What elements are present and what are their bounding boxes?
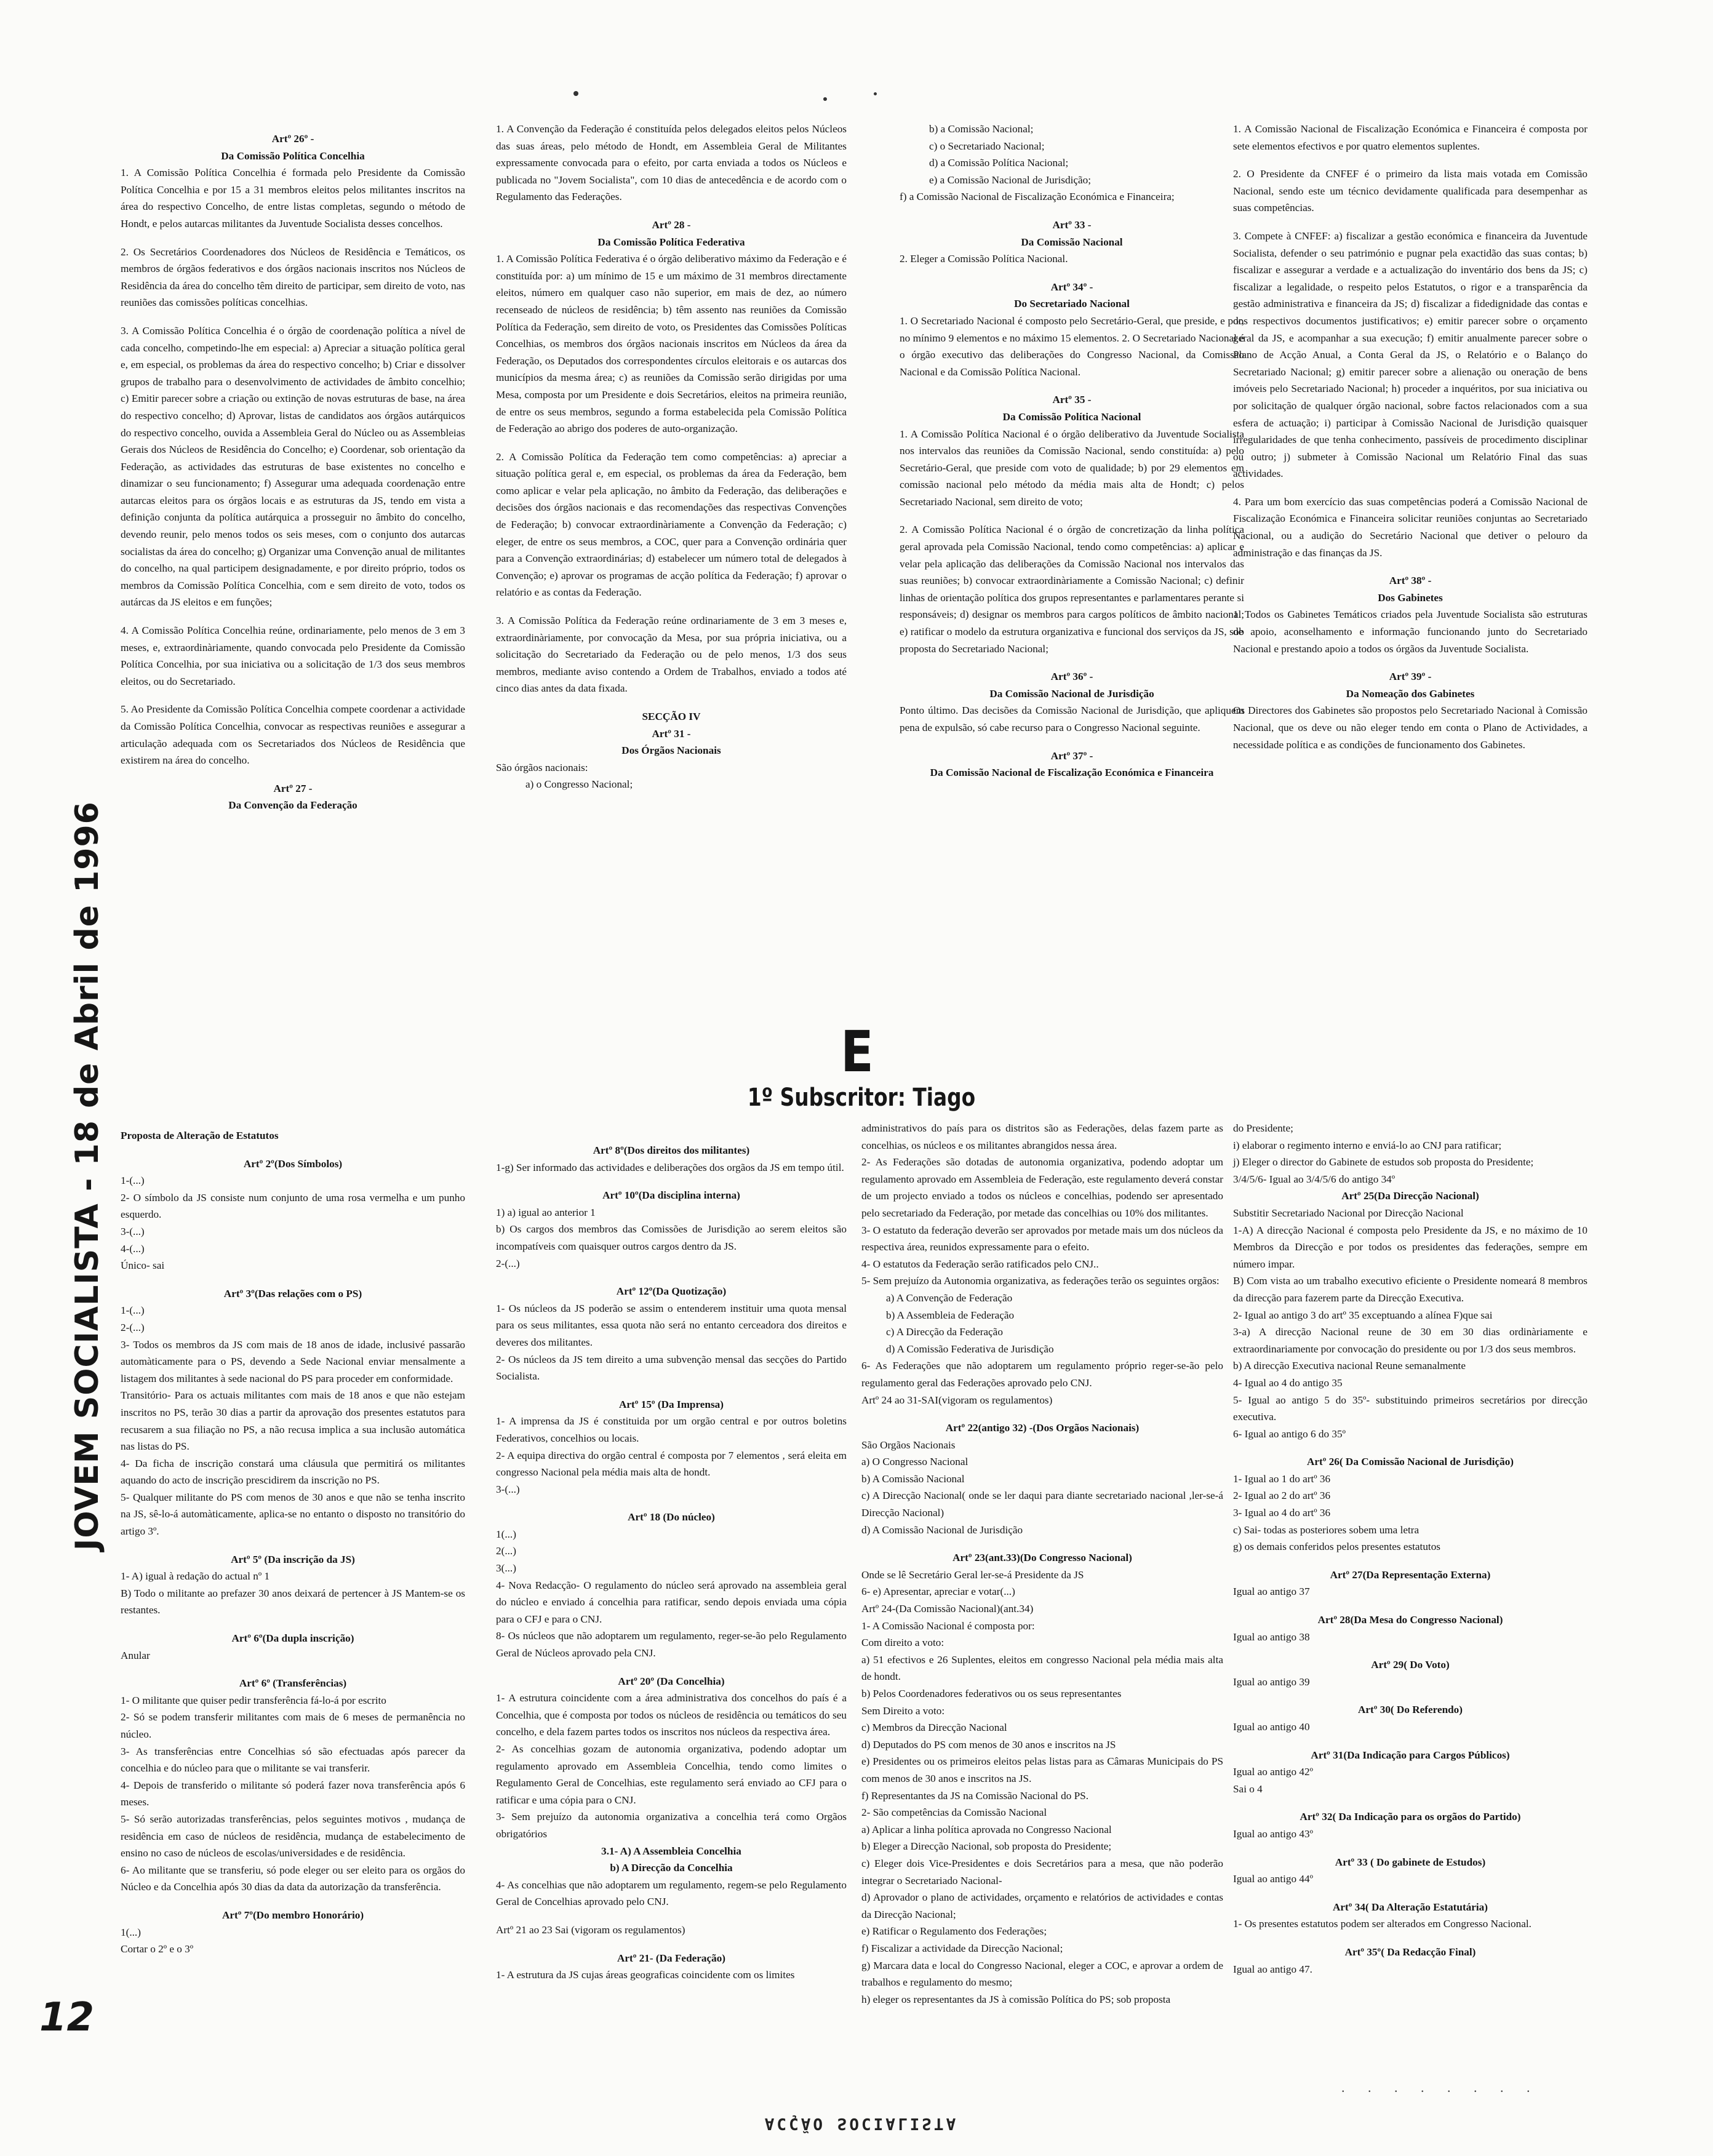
text-line: 4- Igual ao 4 do antigo 35	[1233, 1376, 1343, 1389]
article-heading: Artº 36º -	[1050, 671, 1093, 683]
article-heading: Artº 30( Do Referendo)	[1357, 1704, 1463, 1716]
paragraph: 4. A Comissão Política Concelhia reúne, ordinariamente, pelo menos de 3 em 3 meses, e, extraordinàriamente, quando convocada pelo Presidente da Comissão Política Concelhia, por sua iniciativa ou a solicitação de 1/3 dos seus membros eleitos, ou do Secretariado.	[121, 625, 465, 687]
text-line: a) 51 efectivos e 26 Suplentes, eleitos em congresso Nacional pela média mais alta de hondt.	[861, 1653, 1223, 1683]
paragraph: 8- Os núcleos que não adoptarem um regulamento, reger-se-ão pelo Regulamento Geral de Núcleos aprovado pela CNJ.	[496, 1630, 847, 1659]
article-heading: Artº 37º -	[1050, 749, 1093, 762]
paragraph: B) Todo o militante ao prefazer 30 anos deixará de pertencer à JS Mantem-se os restantes.	[121, 1587, 465, 1616]
list-item: d) A Comissão Federativa de Jurisdição	[886, 1343, 1054, 1355]
page-number: 12	[39, 1995, 95, 2040]
paragraph: f) a Comissão Nacional de Fiscalização Económica e Financeira;	[900, 191, 1175, 203]
text-line: 1-(...)	[121, 1175, 145, 1187]
text-line: c) Sai- todas as posteriores sobem uma letra	[1233, 1523, 1420, 1536]
paragraph: Único- sai	[121, 1260, 165, 1272]
text-line: 4- O estatutos da Federação serão ratificados pelo CNJ..	[861, 1258, 1099, 1270]
text-line: 4- Da ficha de inscrição constará uma cláusula que permitirá os militantes aquando do acto de inscrição prescidirem da inscrição no PS.	[121, 1457, 465, 1487]
bottom-column-1	[121, 1127, 465, 1958]
article-heading: Dos Órgãos Nacionais	[621, 745, 721, 757]
side-masthead: JOVEM SOCIALISTA - 18 de Abril de 1996	[69, 801, 106, 1551]
text-line: 3-(...)	[121, 1225, 145, 1237]
paragraph: 1. A Convenção da Federação é constituída pelos delegados eleitos pelos Núcleos das suas áreas, pelo método de Hondt, em Assembleia Geral de Militantes expressamente convocada para o efeito, por carta enviada a todos os Núcleos e publicada no "Jovem Socialista", com 10 dias de antecedência e de acordo com o Regulamento das Federações.	[496, 123, 847, 203]
paragraph: 5. Ao Presidente da Comissão Política Concelhia compete coordenar a actividade da Comissão Política Concelhia, convocar as respectivas reuniões e assegurar a articulação adequada com os Secretariados dos Núcleos de Residência que existirem na área do concelho.	[121, 703, 465, 767]
text-line: f) Fiscalizar a actividade da Direcção Nacional;	[861, 1942, 1063, 1954]
article-heading: Artº 28(Da Mesa do Congresso Nacional)	[1317, 1614, 1503, 1626]
text-line: b) A Comissão Nacional	[861, 1472, 965, 1485]
bottom-column-2	[496, 1142, 847, 1984]
paragraph: 5- Qualquer militante do PS com menos de 30 anos e que não se tenha inscrito na JS, sê-lo-á automàticamente, aplica-se no entanto o disposto no transitório do artigo 3º.	[121, 1491, 465, 1538]
text-line: b) A direcção Executiva nacional Reune semanalmente	[1233, 1360, 1466, 1372]
paragraph: 1. Todos os Gabinetes Temáticos criados pela Juventude Socialista são estruturas de apoio, aconselhamento e informação funcionando junto do Secretariado Nacional e prestando apoio a todos os órgãos da Juventude Socialista.	[1233, 609, 1587, 655]
article-heading: Artº 15º (Da Imprensa)	[619, 1398, 724, 1410]
paragraph: d) A Comissão Nacional de Jurisdição	[861, 1523, 1023, 1536]
article-heading: Da Convenção da Federação	[228, 799, 357, 812]
paragraph: 1. O Secretariado Nacional é composto pelo Secretário-Geral, que preside, e por, no mínimo 9 elementos e no máximo 15 elementos. 2. O Secretariado Nacional é o órgão executivo das deliberações do Congresso Nacional, da Comissão Nacional e da Comissão Política Nacional.	[900, 314, 1244, 378]
text-line: 3/4/5/6- Igual ao 3/4/5/6 do antigo 34º	[1233, 1173, 1396, 1185]
list-item: a) o Congresso Nacional;	[525, 778, 633, 791]
article-heading: Artº 10º(Da disciplina interna)	[602, 1189, 740, 1202]
text-line: 1- Os núcleos da JS poderão se assim o entenderem instituir uma quota mensal para os seus militantes, essa quota não será no entanto cerceadora dos direitos e deveres dos militantes.	[496, 1302, 847, 1348]
article-heading: Artº 31 -	[652, 727, 691, 740]
article-heading: Artº 3º(Das relações com o PS)	[223, 1287, 362, 1300]
article-heading: Artº 35 -	[1052, 394, 1092, 406]
article-heading: Do Secretariado Nacional	[1014, 298, 1130, 310]
article-heading: Artº 12º(Da Quotização)	[616, 1285, 727, 1298]
text-line: d) Aprovador o plano de actividades, orçamento e relatórios de actividades e contas da Direcção Nacional;	[861, 1891, 1223, 1920]
text-line: Transitório- Para os actuais militantes com mais de 18 anos e que não estejam inscritos no PS, terão 30 dias a partir da aprovação dos presentes estatutos para recusarem a sua filiação no PS, a não recusa implica a sua inclusão automática nas listas do PS.	[121, 1389, 465, 1453]
paragraph: 3-(...)	[496, 1483, 520, 1495]
article-heading: Artº 34( Da Alteração Estatutária)	[1333, 1901, 1488, 1913]
text-line: 3- As transferências entre Concelhias só são efectuadas após parecer da concelhia e do núcleo para que o militante se vai transferir.	[121, 1745, 465, 1775]
paragraph: 6- Ao militante que se transferiu, só pode eleger ou ser eleito para os orgãos do Núcleo e da Concelhia após 30 dias da data da autorização da transferência.	[121, 1864, 465, 1893]
paragraph: Os Directores dos Gabinetes são propostos pelo Secretariado Nacional à Comissão Nacional, que os deve ou não eleger tendo em conta o Plano de Actividades, a necessidade política e as condições de funcionamento dos Gabinetes.	[1233, 705, 1587, 751]
text-line: 4- Nova Redacção- O regulamento do núcleo será aprovado na assembleia geral do núcleo e enviado á concelhia para ratificar, sendo depois enviada uma cópia para o CFJ e para o CNJ.	[496, 1579, 847, 1625]
paragraph: Igual ao antigo 39	[1233, 1675, 1310, 1688]
top-column-3	[900, 121, 1244, 781]
article-heading: Artº 33 ( Do gabinete de Estudos)	[1335, 1856, 1486, 1868]
list-item: a) A Convenção de Federação	[886, 1292, 1013, 1304]
article-heading: Da Comissão Nacional de Fiscalização Económica e Financeira	[930, 767, 1214, 779]
article-heading: SECÇÃO IV	[642, 711, 701, 722]
paragraph: 1. A Comissão Nacional de Fiscalização Económica e Financeira é composta por sete elementos efectivos e por quatro elementos suplentes.	[1233, 123, 1587, 152]
top-column-2	[496, 121, 847, 793]
text-line: c) A Direcção Nacional( onde se ler daqui para diante secretariado nacional ,ler-se-á Direcção Nacional)	[861, 1490, 1223, 1519]
list-item: c) o Secretariado Nacional;	[929, 140, 1045, 152]
text-line: 4- Depois de transferido o militante só poderá fazer nova transferência após 6 meses.	[121, 1779, 465, 1808]
article-heading: Da Comissão Nacional	[1021, 236, 1123, 248]
text-line: 2-(...)	[121, 1321, 145, 1333]
paragraph: Igual ao antigo 43º	[1233, 1827, 1313, 1840]
list-item: c) A Direcção da Federação	[886, 1326, 1003, 1338]
article-heading: Da Comissão Nacional de Jurisdição	[989, 687, 1154, 700]
paragraph: 2. O Presidente da CNFEF é o primeiro da lista mais votada em Comissão Nacional, sendo este um técnico devidamente qualificada para desempenhar as suas competências.	[1233, 168, 1587, 214]
scan-speck	[823, 97, 827, 101]
text-line: 5- Só serão autorizadas transferências, pelos seguintes motivos , mudança de residência em caso de núcleos de residência, mudança de estabelecimento de ensino no caso de núcleos de escolas/universidades e de residência.	[121, 1813, 465, 1859]
text-line: 1- A estrutura coincidente com a área administrativa dos concelhos do país é a Concelhia, que é composta por todos os núcleos de residência ou temáticos do seu concelho, e dela fazem partes todos os inscritos nos núcleos da respectiva área.	[496, 1692, 847, 1738]
article-heading: Da Nomeação dos Gabinetes	[1346, 687, 1475, 700]
paragraph: 6- Igual ao antigo 6 do 35º	[1233, 1427, 1346, 1440]
text-line: 4-(...)	[121, 1242, 145, 1255]
paragraph: 1- Os presentes estatutos podem ser alterados em Congresso Nacional.	[1233, 1918, 1531, 1930]
paragraph: Sai o 4	[1233, 1783, 1263, 1795]
subscriber-heading: 1º Subscritor: Tiago	[747, 1084, 976, 1112]
paragraph: Ponto último. Das decisões da Comissão Nacional de Jurisdição, que apliquem pena de expulsão, só cabe recurso para o Congresso Nacional seguinte.	[900, 705, 1244, 733]
text-line: a) O Congresso Nacional	[861, 1456, 968, 1468]
text-line: 2- Igual ao antigo 3 do artº 35 exceptuando a alínea F)que sai	[1233, 1309, 1493, 1321]
text-line: 2- Igual ao 2 do artº 36	[1233, 1490, 1331, 1502]
article-heading: Artº 2º(Dos Símbolos)	[243, 1157, 343, 1170]
paragraph: Igual ao antigo 40	[1233, 1721, 1310, 1733]
section-letter: E	[841, 1019, 874, 1085]
list-item: b) A Assembleia de Federação	[886, 1309, 1015, 1321]
paragraph: 2. A Comissão Política Nacional é o órgão de concretização da linha política geral aprovada pela Comissão Nacional, tendo como competências: a) aplicar e velar pela aplicação das deliberações da Comissão Nacional nos intervalos das suas reuniões; b) convocar extraordinàriamente a Comissão Nacional; c) definir linhas de orientação política dos grupos representantes e parlamentares perante si responsáveis; d) designar os membros para cargos políticos de âmbito nacional; e) ratificar o modelo da estrutura organizativa e funcional dos serviços da JS, sob proposta do Secretariado Nacional;	[900, 524, 1244, 655]
article-heading: Artº 33 -	[1052, 218, 1092, 231]
text-line: g) Marcara data e local do Congresso Nacional, eleger a COC, e aprovar a ordem de trabalhos e regulamento do mesmo;	[861, 1959, 1223, 1989]
paragraph: Igual ao antigo 44º	[1233, 1873, 1313, 1885]
article-heading: Artº 25(Da Direcção Nacional)	[1341, 1190, 1479, 1202]
text-line: 2(...)	[496, 1545, 516, 1557]
text-line: 1- A Comissão Nacional é composta por:	[861, 1619, 1035, 1632]
paragraph: 3. A Comissão Política da Federação reúne ordinariamente de 3 em 3 meses e, extraordinàriamente, por convocação da Mesa, por sua própria iniciativa, ou a solicitação do Secretariado da Federação ou de pelo menos, 1/3 dos seus membros, mediante aviso contendo a Ordem de Trabalhos, enviado a todos até cinco dias antes da data fixada.	[496, 615, 847, 695]
article-heading: Da Comissão Política Federativa	[597, 236, 745, 248]
article-heading: Artº 18 (Do núcleo)	[628, 1511, 715, 1523]
paragraph: 1. A Comissão Política Nacional é o órgão deliberativo da Juventude Socialista nos intervalos das reuniões da Comissão Nacional, sendo constituída: a) pelo Secretário-Geral, que preside com voto de qualidade; b) por 29 elementos em comissão nacional pelo método da média mais alta de Hondt; c) pelos Secretariado Nacional, sem direito de voto;	[900, 428, 1244, 508]
article-heading: Artº 26º -	[271, 133, 314, 145]
text-line: b) Eleger a Direcção Nacional, sob proposta do Presidente;	[861, 1840, 1112, 1853]
text-line: 2- O símbolo da JS consiste num conjunto de uma rosa vermelha e um punho esquerdo.	[121, 1191, 465, 1221]
text-line: e) Presidentes ou os primeiros eleitos pelas listas para as Câmaras Municipais do PS com menos de 30 anos e inscritos na JS.	[861, 1755, 1223, 1784]
article-heading: Artº 6º(Da dupla inscrição)	[231, 1632, 354, 1645]
text-line: 3(...)	[496, 1562, 516, 1575]
paragraph: 2. Eleger a Comissão Política Nacional.	[900, 253, 1068, 265]
mirrored-footer: ACÇÃO SOCIALISTA	[764, 2114, 959, 2133]
text-line: Onde se lê Secretário Geral ler-se-á Presidente da JS	[861, 1568, 1084, 1581]
text-line: h) eleger os representantes da JS à comissão Política do PS; sob proposta	[861, 1993, 1171, 2005]
text-line: do Presidente;	[1233, 1122, 1293, 1134]
text-line: 1- A estrutura da JS cujas áreas geograficas coincidente com os limites	[496, 1969, 795, 1981]
text-line: Artº 24-(Da Comissão Nacional)(ant.34)	[861, 1603, 1034, 1615]
text-line: 1- Igual ao 1 do artº 36	[1233, 1472, 1331, 1485]
paragraph: 4- As concelhias que não adoptarem um regulamento, regem-se pelo Regulamento Geral de Concelhias aprovado pelo CNJ.	[496, 1879, 847, 1908]
text-line: São órgãos nacionais:	[496, 761, 588, 773]
text-line: c) Membros da Direcção Nacional	[861, 1722, 1007, 1734]
text-line: e) Ratificar o Regulamento dos Federações;	[861, 1925, 1047, 1938]
article-heading: Artº 7º(Do membro Honorário)	[222, 1909, 364, 1921]
article-heading: Da Comissão Política Nacional	[1002, 410, 1141, 423]
article-heading: Dos Gabinetes	[1378, 591, 1443, 604]
text-line: 1- A imprensa da JS é constituida por um orgão central e por outros boletins Federativos, concelhios ou locais.	[496, 1415, 847, 1444]
article-heading: Artº 8º(Dos direitos dos militantes)	[593, 1144, 750, 1156]
paragraph: 4. Para um bom exercício das suas competências poderá a Comissão Nacional de Fiscalização Económica e Financeira solicitar reuniões conjuntas ao Secretariado Nacional, ou a audição do Secretário Nacional que detiver o pelouro da administração e das finanças da JS.	[1233, 495, 1587, 559]
article-heading: Artº 27(Da Representação Externa)	[1330, 1568, 1491, 1581]
paragraph: g) os demais conferidos pelos presentes estatutos	[1233, 1541, 1440, 1553]
article-heading: Artº 29( Do Voto)	[1371, 1659, 1450, 1671]
text-line: 5- Igual ao antigo 5 do 35º- substituindo primeiros secretários por direcção executiva.	[1233, 1394, 1587, 1423]
paragraph: 3. A Comissão Política Concelhia é o órgão de coordenação política a nível de cada concelho, competindo-lhe em especial: a) Apreciar a situação política geral e, em especial, os problemas da área do respectivo concelho; b) Criar e dissolver grupos de trabalho para o desenvolvimento de actividades de âmbito concelhio; c) Emitir parecer sobre a criação ou extinção de novas estruturas de base, na área do respectivo concelho; d) Aprovar, listas de candidatos aos órgãos autárquicos do respectivo concelho, ouvida a Assembleia Geral do Núcleo ou as Assembleias Gerais dos Núcleos de Residência do Concelho; e) Coordenar, sob orientação da Federação, as actividades das estruturas de base existentes no concelho e dinamizar o seu funcionamento; f) Assegurar uma adequada coordenação entre autarcas eleitos para os órgãos locais e as estruturas da JS, tendo em vista a definição conjunta da política autárquica a prosseguir no âmbito do concelho, devendo reunir, pelo menos todos os seis meses, com o conjunto dos autarcas socialistas da área do concelho; g) Organizar uma Convenção anual de militantes do concelho, na qual participem designadamente, e por direito próprio, todos os membros da Comissão Política Concelhia, com e sem direito de voto, todos os autárcas da JS eleitos e em funções;	[121, 324, 465, 609]
text-line: 2- A equipa directiva do orgão central é composta por 7 elementos , será eleita em congresso Nacional pela média mais alta de hondt.	[496, 1449, 847, 1479]
paragraph: 2-(...)	[496, 1257, 520, 1269]
article-heading: Artº 39º -	[1389, 671, 1432, 683]
article-heading: Artº 26( Da Comissão Nacional de Jurisdição)	[1306, 1456, 1514, 1468]
paragraph: Igual ao antigo 38	[1233, 1631, 1310, 1643]
bottom-column-3	[861, 1120, 1223, 2008]
text-line: 2- As concelhias gozam de autonomia organizativa, podendo adoptar um regulamento aprovado em Assembleia Concelhia, tendo como limites o Regulamento Geral de Concelhias, este regulamento será enviado ao CFJ para o ratificar e uma cópia para o CNJ.	[496, 1743, 847, 1806]
text-line: Com direito a voto:	[861, 1637, 944, 1649]
paragraph: Artº 24 ao 31-SAI(vigoram os regulamentos)	[861, 1394, 1053, 1406]
paragraph: 1. A Comissão Política Concelhia é formada pelo Presidente da Comissão Política Concelhia e por 15 a 31 membros eleitos pelos militantes inscritos na área do respectivo Concelho, de entre listas completas, segundo o método de Hondt, e pelos autarcas militantes da Juventude Socialista desses concelhos.	[121, 167, 465, 230]
text-line: 1(...)	[121, 1926, 141, 1938]
text-line: 1(...)	[496, 1528, 516, 1540]
paragraph: 2- Os núcleos da JS tem direito a uma subvenção mensal das secções do Partido Socialista.	[496, 1353, 847, 1383]
text-line: 5- Sem prejuízo da Autonomia organizativa, as federações terão os seguintes orgãos:	[861, 1275, 1220, 1287]
article-heading: Artº 21- (Da Federação)	[617, 1952, 726, 1964]
text-line: administrativos do país para os distritos são as Federações, delas fazem parte as concelhias, os núcleos e os militantes abrangidos nessa área.	[861, 1122, 1223, 1151]
article-heading: Artº 34º -	[1050, 281, 1093, 293]
article-heading: Artº 23(ant.33)(Do Congresso Nacional)	[952, 1552, 1132, 1564]
text-line: Sem Direito a voto:	[861, 1704, 945, 1717]
text-line: 3- Sem prejuízo da autonomia organizativa a concelhia terá como Orgãos obrigatórios	[496, 1811, 847, 1840]
text-line: a) Aplicar a linha política aprovada no Congresso Nacional	[861, 1823, 1112, 1835]
list-item: d) a Comissão Política Nacional;	[929, 157, 1069, 169]
text-line: Igual ao antigo 47.	[1233, 1963, 1312, 1975]
text-line: 2- São competências da Comissão Nacional	[861, 1807, 1047, 1819]
paragraph: 1. A Comissão Política Federativa é o órgão deliberativo máximo da Federação e é constituída por: a) um mínimo de 15 e um máximo de 31 membros directamente eleitos, número em qualquer caso não superior, em mais de dez, ao número recenseado de núcleos de residência; b) têm assento nas reuniões da Comissão Política da Federação, sem direito de voto, os Presidentes das Comissões Políticas Concelhias, os membros dos órgãos nacionais inscritos em Núcleos da área da Federação, os Deputados dos correspondentes círculos eleitorais e os autarcas dos municípios da mesma área; c) as reuniões da Comissão serão dirigidas por uma Mesa, composta por um Presidente e dois Secretários, eleitos na primeira reunião, de entre os seus membros, segundo a forma estabelecida pela Comissão Política de Federação ao abrigo dos poderes de auto-organização.	[496, 253, 847, 435]
text-line: i) elaborar o regimento interno e enviá-lo ao CNJ para ratificar;	[1233, 1139, 1502, 1151]
centered-line: b) A Direcção da Concelhia	[610, 1862, 733, 1874]
top-column-4	[1233, 121, 1587, 764]
text-line: São Orgãos Nacionais	[861, 1439, 956, 1451]
text-line: Cortar o 2º e o 3º	[121, 1943, 194, 1955]
text-line: 1-A) A direcção Nacional é composta pelo Presidente da JS, e no máximo de 10 Membros da Direcção e por todos os presidentes das federações, sempre em número impar.	[1233, 1224, 1587, 1270]
text-line: 6- As Federações que não adoptarem um regulamento próprio reger-se-ão pelo regulamento geral das Federações aprovado pelo CNJ.	[861, 1360, 1223, 1389]
text-line: 1-(...)	[121, 1304, 145, 1317]
scan-speck	[874, 92, 877, 95]
section-caption: Proposta de Alteração de Estatutos	[121, 1130, 279, 1141]
text-line: B) Com vista ao um trabalho executivo eficiente o Presidente nomeará 8 membros da direcção para fazerem parte da Direcção Executiva.	[1233, 1275, 1587, 1304]
bottom-column-4	[1233, 1120, 1587, 1978]
article-heading: Artº 22(antigo 32) -(Dos Orgãos Nacionais)	[945, 1422, 1140, 1434]
article-heading: Artº 31(Da Indicação para Cargos Públicos)	[1311, 1749, 1510, 1761]
list-item: e) a Comissão Nacional de Jurisdição;	[929, 174, 1091, 186]
article-heading: Artº 28 -	[652, 218, 691, 231]
text-line: 2- As Federações são dotadas de autonomia organizativa, podendo adoptar um regulamento aprovado em Assembleia de Federação, este regulamento deverá constar de um projecto enviado a todos os núcleos e concelhias, podendo ser apresentado pelo secretariado da Federação, por metade das concelhias ou 10% dos militantes.	[861, 1156, 1223, 1219]
text-line: 3- Todos os membros da JS com mais de 18 anos de idade, inclusivé passarão automàticamente para o PS, devendo a Sede Nacional enviar mensalmente a listagem dos militantes à sede nacional do PS para proceder em conformidade.	[121, 1338, 465, 1384]
text-line: 1- A) igual à redação do actual nº 1	[121, 1570, 270, 1583]
article-heading: Artº 32( Da Indicação para os orgãos do Partido)	[1300, 1811, 1521, 1823]
article-heading: Artº 20º (Da Concelhia)	[618, 1675, 725, 1687]
text-line: b) Os cargos dos membros das Comissões de Jurisdição ao serem eleitos são incompatíveis com quaisquer outros cargos dentro da JS.	[496, 1223, 847, 1252]
article-heading: Artº 35º( Da Redacção Final)	[1344, 1946, 1476, 1958]
article-heading: Artº 6º (Transferências)	[239, 1677, 347, 1690]
text-line: d) Deputados do PS com menos de 30 anos e inscritos na JS	[861, 1738, 1116, 1751]
text-line: f) Representantes da JS na Comissão Nacional do PS.	[861, 1789, 1088, 1802]
article-heading: Artº 5º (Da inscrição da JS)	[231, 1553, 355, 1565]
list-item: b) a Comissão Nacional;	[929, 123, 1034, 135]
paragraph: Anular	[121, 1649, 150, 1661]
paragraph: Igual ao antigo 37	[1233, 1586, 1310, 1598]
paragraph: 1-g) Ser informado das actividades e deliberações dos orgãos da JS em tempo útil.	[496, 1161, 844, 1173]
text-line: b) Pelos Coordenadores federativos ou os seus representantes	[861, 1688, 1122, 1699]
text-line: j) Eleger o director do Gabinete de estudos sob proposta do Presidente;	[1233, 1156, 1534, 1168]
paragraph: 3. Compete à CNFEF: a) fiscalizar a gestão económica e financeira da Juventude Socialista, defender o seu património e pugnar pela exactidão das suas contas; b) fiscalizar e assegurar a verdade e a actualização do inventário dos bens da JS; c) fiscalizar a legalidade, o respeito pelos Estatutos, o rigor e a transparência da gestão administrativa e financeira da JS; d) fiscalizar a fidedignidade das contas e dos respectivos documentos justificativos; e) emitir parecer sobre o orçamento geral da JS, e acompanhar a sua execução; f) emitir anualmente parecer sobre o Plano de Acção Anual, a Conta Geral da JS, o Relatório e o Balanço do Secretariado Nacional; g) emitir parecer sobre a alienação ou oneração de bens imóveis pelo Secretariado Nacional; h) proceder a inquéritos, por sua iniciativa ou por solicitação de qualquer órgão nacional, sobre factos relacionados com a sua esfera de actuação; i) participar à Comissão Nacional de Jurisdição quaisquer irregularidades de que tenha conhecimento, passíveis de procedimento disciplinar ou outro; j) submeter à Comissão Nacional um Relatório Final das suas actividades.	[1233, 230, 1587, 480]
text-line: 2- Só se podem transferir militantes com mais de 6 meses de permanência no núcleo.	[121, 1711, 465, 1740]
paragraph: 2. A Comissão Política da Federação tem como competências: a) apreciar a situação política geral e, em especial, os problemas da área da Federação, bem como aplicar e velar pela aplicação, no âmbito da Federação, das deliberações e decisões dos órgãos nacionais e das recomendações das respectivas Convenções de Federação; b) convocar extraordinàriamente a Convenção da Federação; c) eleger, de entre os seus membros, a COC, quer para a Convenção ordinária quer para a Convenção extraordinárias; d) estabelecer um número total de delegados à Convenção; e) aprovar os programas de acção política da Federação; f) aprovar o relatório e as contas da Federação.	[496, 450, 847, 599]
text-line: 1- O militante que quiser pedir transferência fá-lo-á por escrito	[121, 1694, 386, 1706]
centered-line: 3.1- A) A Assembleia Concelhia	[601, 1845, 741, 1857]
scan-dots: . . . . . . . .	[1341, 2080, 1540, 2095]
top-column-1	[121, 130, 465, 814]
text-line: 3- O estatuto da federação deverão ser aprovados por metade mais um dos núcleos da respectiva área, reunidos expressamente para o efeito.	[861, 1224, 1223, 1253]
text-line: 6- e) Apresentar, apreciar e votar(...)	[861, 1586, 1015, 1598]
scan-speck	[573, 91, 578, 96]
text-line: Igual ao antigo 42º	[1233, 1766, 1313, 1778]
paragraph: Artº 21 ao 23 Sai (vigoram os regulamentos)	[496, 1923, 685, 1936]
paragraph: 2. Os Secretários Coordenadores dos Núcleos de Residência e Temáticos, os membros de órgãos federativos e dos órgãos nacionais inscritos nos Núcleos de Residência da área do concelho têm direito de participar, sem direito de voto, nas reuniões das comissões políticas concelhias.	[121, 246, 465, 309]
text-line: Substitir Secretariado Nacional por Direcção Nacional	[1233, 1207, 1464, 1219]
text-line: 3- Igual ao 4 do artº 36	[1233, 1507, 1331, 1519]
text-line: 3-a) A direcção Nacional reune de 30 em 30 dias ordinàriamente e extraordinariamente por convocação do presidente ou por 1/3 dos seus membros.	[1233, 1326, 1587, 1355]
article-heading: Artº 38º -	[1389, 575, 1432, 587]
article-heading: Da Comissão Política Concelhia	[221, 150, 365, 162]
article-heading: Artº 27 -	[273, 782, 313, 794]
text-line: 1) a) igual ao anterior 1	[496, 1206, 596, 1218]
text-line: c) Eleger dois Vice-Presidentes e dois Secretários para a mesa, que não poderão integrar o Secretariado Nacional-	[861, 1857, 1223, 1886]
